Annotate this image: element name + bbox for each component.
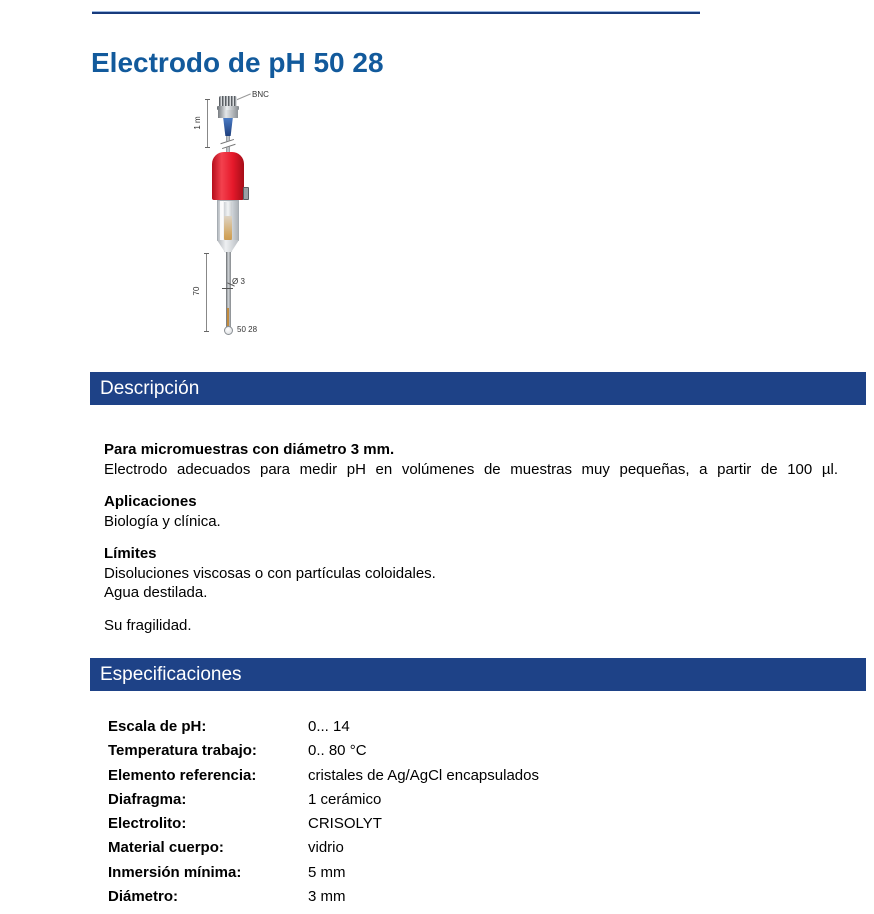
spec-value: 0.. 80 °C [308,742,367,760]
spec-value: CRISOLYT [308,815,382,833]
spec-value: 1 cerámico [308,790,382,808]
intro-text: Electrodo adecuados para medir pH en volúmenes de muestras muy pequeñas, a partir de 100 µl. [104,460,838,478]
applications-paragraph [104,492,838,531]
shaft-length-dimension-line [206,253,207,332]
table-row [108,836,539,860]
model-number-label: 50 28 [237,325,258,334]
limits-line: Disoluciones viscosas o con partículas coloidales. [104,564,436,582]
intro-paragraph [104,440,838,479]
spec-value: vidrio [308,839,344,857]
specifications-table [108,715,539,909]
spec-label: Elemento referencia: [108,766,257,784]
applications-text: Biología y clínica. [104,512,221,530]
electrode-diagram [188,88,318,348]
table-row [108,861,539,885]
top-rule [92,11,700,14]
shaft-length-label: 70 [192,286,201,296]
applications-heading: Aplicaciones [104,493,197,510]
spec-value: 3 mm [308,888,346,906]
spec-label: Material cuerpo: [108,839,224,857]
table-row [108,715,539,739]
page-title: Electrodo de pH 50 28 [91,46,384,78]
bnc-label: BNC [252,90,269,99]
bnc-connector-body [218,110,238,118]
spec-label: Inmersión mínima: [108,863,242,881]
spec-label: Diafragma: [108,790,187,808]
spec-label: Diámetro: [108,888,179,906]
section-title-specifications: Especificaciones [100,664,242,685]
table-row [108,788,539,812]
dimension-tick [205,147,210,148]
dimension-tick [205,99,210,100]
bnc-leader-line [235,93,251,101]
cable-length-label: 1 m [193,116,202,130]
side-clip [243,187,249,200]
spec-value: cristales de Ag/AgCl encapsulados [308,766,539,784]
dimension-tick [204,331,209,332]
limits-line: Agua destilada. [104,584,208,601]
spec-label: Electrolito: [108,815,187,833]
dimension-tick [204,253,209,254]
limits-paragraph [104,544,838,603]
table-row [108,764,539,788]
section-banner-description [90,372,866,405]
description-section [104,440,838,648]
tip-bulb [224,326,233,335]
spec-value: 5 mm [308,863,346,881]
shaft-core [227,308,229,326]
intro-heading: Para micromuestras con diámetro 3 mm. [104,441,395,458]
electrode-cap [212,152,244,200]
table-row [108,812,539,836]
section-title-description: Descripción [100,378,200,399]
cable-length-dimension-line [207,99,208,148]
limits-heading: Límites [104,545,157,562]
strain-relief [222,118,234,136]
spec-label: Temperatura trabajo: [108,742,257,760]
fragility-text: Su fragilidad. [104,616,192,634]
diameter-tick [222,288,233,289]
fragility-paragraph [104,616,838,636]
section-banner-specifications [90,658,866,691]
spec-label: Escala de pH: [108,718,207,735]
diameter-label: Ø 3 [232,277,245,286]
table-row [108,739,539,763]
table-row [108,885,539,909]
spec-value: 0... 14 [308,718,350,735]
